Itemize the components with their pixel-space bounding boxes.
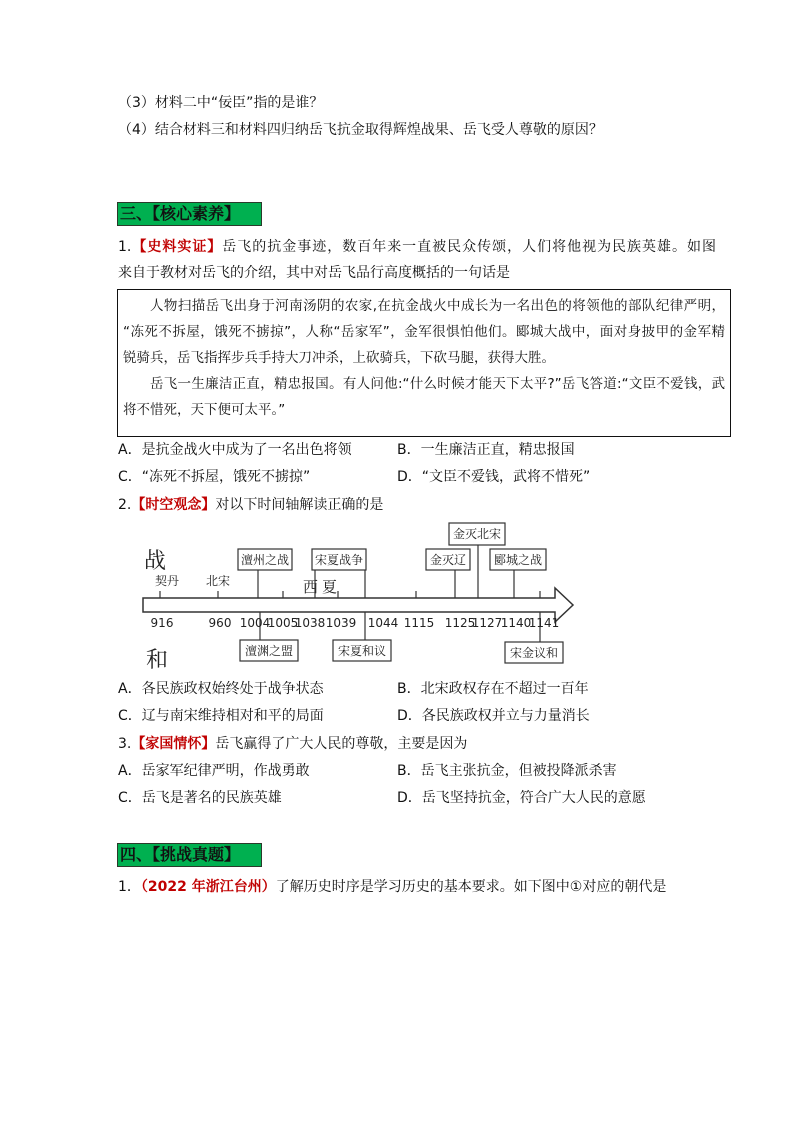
q1-stem-text1: 岳飞的抗金事迹，数百年来一直被民众传颂，人们将他视为民族英雄。如图 <box>222 239 716 255</box>
regime-northern-song: 北宋 <box>206 574 231 588</box>
year-label: 916 <box>150 616 174 630</box>
q2-tag: 【时空观念】 <box>131 497 216 513</box>
q1-tag: 【史料实证】 <box>131 239 223 255</box>
q2-option-b: B．北宋政权存在不超过一百年 <box>397 681 589 697</box>
q1-option-c: C．“冻死不拆屋，饿死不掳掠” <box>118 469 311 485</box>
q1-stem-line1 <box>118 237 716 257</box>
q3-option-c: C．岳飞是著名的民族英雄 <box>118 790 282 806</box>
q1-stem-line2: 来自于教材对岳飞的介绍，其中对岳飞品行高度概括的一句话是 <box>118 265 510 281</box>
event-jin-destroys-northern-song: 金灭北宋 <box>452 527 502 541</box>
event-song-xia-peace: 宋夏和议 <box>337 644 387 658</box>
q3-option-b: B．岳飞主张抗金，但被投降派杀害 <box>397 763 617 779</box>
section-3-header: 三、【核心素养】 <box>117 202 262 226</box>
s4-q1-number: 1． <box>118 879 141 895</box>
q1-option-d: D．“文臣不爱钱，武将不惜死” <box>397 469 591 485</box>
q3-option-d: D．岳飞坚持抗金，符合广大人民的意愿 <box>397 790 646 806</box>
q3-stem <box>118 734 467 754</box>
regime-western-xia: 西夏 <box>303 578 342 596</box>
q1-option-a: A．是抗金战火中成为了一名出色将领 <box>118 442 352 458</box>
event-chanyuan-treaty: 澶渊之盟 <box>244 644 294 658</box>
q1-option-b: B．一生廉洁正直，精忠报国 <box>397 442 575 458</box>
q2-stem-text: 对以下时间轴解读正确的是 <box>215 497 384 513</box>
year-label: 960 <box>208 616 232 630</box>
year-label: 1004 <box>239 616 271 630</box>
q2-option-c: C．辽与南宋维持相对和平的局面 <box>118 708 324 724</box>
q3-option-a: A．岳家军纪律严明，作战勇敢 <box>118 763 310 779</box>
q2-number: 2. <box>118 497 132 513</box>
year-label: 1127 <box>471 616 503 630</box>
material-p2-line2: 将不惜死，天下便可太平。” <box>123 402 286 418</box>
event-yancheng-battle: 郾城之战 <box>493 553 543 567</box>
material-p1-line1: 人物扫描岳飞出身于河南汤阴的农家,在抗金战火中成长为一名出色的将领他的部队纪律严明， <box>150 298 725 314</box>
q2-option-d: D．各民族政权并立与力量消长 <box>397 708 590 724</box>
section-4-header: 四、【挑战真题】 <box>117 843 262 867</box>
material-p1-line3: 锐骑兵，岳飞指挥步兵手持大刀冲杀，上砍骑兵，下砍马腿，获得大胜。 <box>123 350 555 366</box>
q1-material-box <box>117 289 731 437</box>
regime-khitan: 契丹 <box>155 574 180 588</box>
q2-option-a: A．各民族政权始终处于战争状态 <box>118 681 324 697</box>
material-p2-line1: 岳飞一生廉洁正直，精忠报国。有人问他:“什么时候才能天下太平?”岳飞答道:“文臣不爱钱，武 <box>150 376 725 392</box>
peace-label: 和 <box>146 648 169 672</box>
year-label: 1115 <box>403 616 435 630</box>
year-label: 1005 <box>267 616 299 630</box>
event-jin-destroys-liao: 金灭辽 <box>429 553 467 567</box>
q3-number: 3. <box>118 736 132 752</box>
year-label: 1141 <box>528 616 560 630</box>
event-song-jin-peace: 宋金议和 <box>509 646 559 660</box>
q3-tag: 【家国情怀】 <box>131 736 216 752</box>
timeline-figure <box>138 520 578 672</box>
year-label: 1125 <box>444 616 476 630</box>
q2-stem <box>118 495 383 515</box>
question-3-prev: （3）材料二中“佞臣”指的是谁？ <box>118 95 324 111</box>
question-4-prev: （4）结合材料三和材料四归纳岳飞抗金取得辉煌战果、岳飞受人尊敬的原因？ <box>118 122 603 138</box>
year-label: 1044 <box>367 616 399 630</box>
year-label: 1038 <box>294 616 326 630</box>
q3-stem-text: 岳飞赢得了广大人民的尊敬，主要是因为 <box>215 736 468 752</box>
war-label: 战 <box>144 549 167 574</box>
event-song-xia-war: 宋夏战争 <box>314 553 364 567</box>
s4-q1-stem-text: 了解历史时序是学习历史的基本要求。如下图中①对应的朝代是 <box>275 879 667 895</box>
year-label: 1140 <box>500 616 532 630</box>
event-chanzhou-battle: 澶州之战 <box>240 553 290 567</box>
material-p1-line2: “冻死不拆屋，饿死不掳掠”，人称“岳家军”，金军很惧怕他们。郾城大战中，面对身披甲的金军精 <box>123 324 725 340</box>
q1-number: 1. <box>118 239 132 255</box>
s4-q1-stem <box>118 877 666 897</box>
s4-q1-source: （2022 年浙江台州） <box>140 879 276 895</box>
year-label: 1039 <box>325 616 357 630</box>
